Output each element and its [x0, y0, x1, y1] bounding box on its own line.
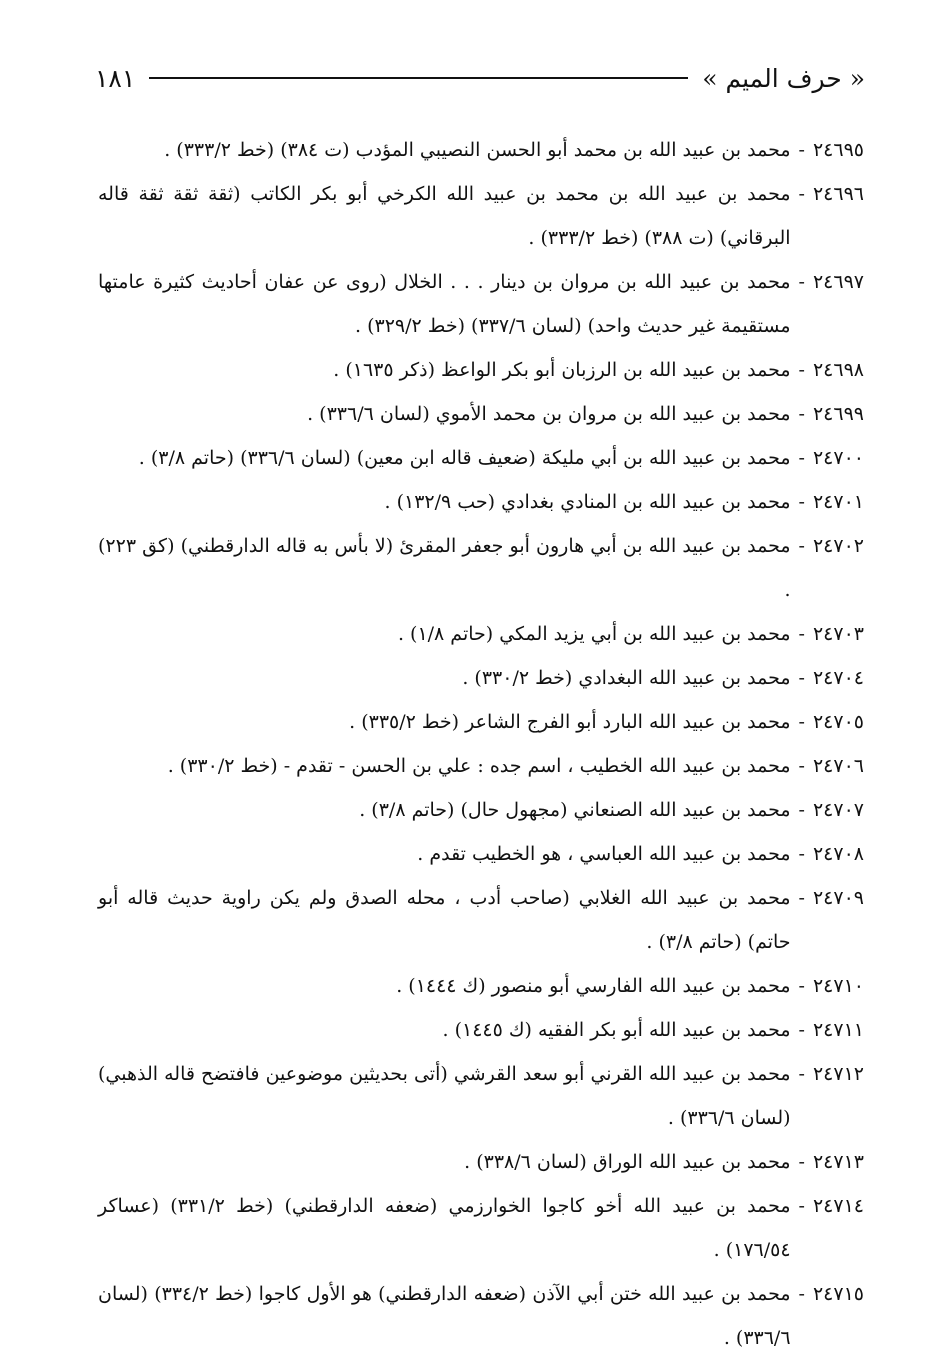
list-item [98, 1272, 864, 1360]
entry-dash: - [798, 1151, 805, 1173]
entry-text: محمد بن عبيد الله أخو كاجوا الخوارزمي (ضعفه الدارقطني) (خط ٣٣١/٢) (عساكر ١٧٦/٥٤) . [98, 1195, 791, 1261]
entry-dash: - [798, 1283, 805, 1305]
entry-dash: - [798, 667, 805, 689]
list-item [98, 524, 864, 612]
entry-dash: - [798, 535, 805, 557]
entry-dash: - [798, 491, 805, 513]
entry-dash: - [798, 755, 805, 777]
list-item [98, 964, 864, 1008]
entry-dash: - [798, 711, 805, 733]
entry-number: ٢٤٧٠٣ [812, 623, 864, 645]
running-header [95, 58, 865, 98]
entry-dash: - [798, 183, 805, 205]
chapter-title: « حرف الميم » [702, 63, 865, 93]
list-item [98, 744, 864, 788]
entry-text: محمد بن عبيد الله بن أبي مليكة (ضعيف قاله ابن معين) (لسان ٣٣٦/٦) (حاتم ٣/٨) . [138, 447, 791, 469]
entry-dash: - [798, 1019, 805, 1041]
entry-number: ٢٤٧١٤ [812, 1195, 864, 1217]
entry-number: ٢٤٦٩٧ [812, 271, 864, 293]
entry-text: محمد بن عبيد الله الوراق (لسان ٣٣٨/٦) . [464, 1151, 791, 1173]
entry-dash: - [798, 1063, 805, 1085]
list-item [98, 656, 864, 700]
entry-number: ٢٤٧٠٥ [812, 711, 864, 733]
list-item [98, 172, 864, 260]
entry-number: ٢٤٦٩٦ [812, 183, 864, 205]
entry-dash: - [798, 843, 805, 865]
entry-text: محمد بن عبيد الله البارد أبو الفرج الشاعر (خط ٣٣٥/٢) . [349, 711, 791, 733]
header-rule [149, 77, 688, 79]
entry-dash: - [798, 447, 805, 469]
entry-number: ٢٤٦٩٨ [812, 359, 864, 381]
entry-number: ٢٤٧٠١ [812, 491, 864, 513]
entry-number: ٢٤٧١١ [812, 1019, 864, 1041]
entry-number: ٢٤٧١٠ [812, 975, 864, 997]
entry-number: ٢٤٧١٢ [812, 1063, 864, 1085]
list-item [98, 348, 864, 392]
list-item [98, 1008, 864, 1052]
entry-number: ٢٤٧٠٠ [812, 447, 864, 469]
entry-number: ٢٤٧٠٩ [812, 887, 864, 909]
entry-dash: - [798, 403, 805, 425]
entry-dash: - [798, 623, 805, 645]
entry-text: محمد بن عبيد الله بن مروان بن محمد الأموي (لسان ٣٣٦/٦) . [307, 403, 791, 425]
entry-text: محمد بن عبيد الله بن أبي يزيد المكي (حاتم ١/٨) . [397, 623, 791, 645]
entry-text: محمد بن عبيد الله بن محمد بن عبيد الله الكرخي أبو بكر الكاتب (ثقة ثقة ثقة قاله البرقاني) (ت ٣٨٨) (خط ٣٣٣/٢) . [98, 183, 791, 249]
list-item [98, 392, 864, 436]
list-item [98, 480, 864, 524]
entry-text: محمد بن عبيد الله البغدادي (خط ٣٣٠/٢) . [462, 667, 791, 689]
entry-number: ٢٤٧١٥ [812, 1283, 864, 1305]
entry-text: محمد بن عبيد الله الخطيب ، اسم جده : علي بن الحسن - تقدم - (خط ٣٣٠/٢) . [167, 755, 791, 777]
page-number: ١٨١ [95, 63, 136, 93]
entry-text: محمد بن عبيد الله بن أبي هارون أبو جعفر المقرئ (لا بأس به قاله الدارقطني) (كق ٢٢٣) . [98, 535, 791, 601]
entry-text: محمد بن عبيد الله القرني أبو سعد القرشي (أتى بحديثين موضوعين فافتضح قاله الذهبي) (لسان ٣٣٦/٦) . [98, 1063, 791, 1129]
list-item [98, 1184, 864, 1272]
entry-number: ٢٤٧٠٦ [812, 755, 864, 777]
entry-number: ٢٤٦٩٥ [812, 139, 864, 161]
entry-dash: - [798, 1195, 805, 1217]
entry-text: محمد بن عبيد الله الصنعاني (مجهول حال) (حاتم ٣/٨) . [359, 799, 791, 821]
entry-text: محمد بن عبيد الله بن محمد أبو الحسن النصيبي المؤدب (ت ٣٨٤) (خط ٣٣٣/٢) . [164, 139, 791, 161]
entry-list [98, 128, 864, 1360]
entry-text: محمد بن عبيد الله الفارسي أبو منصور (ك ١٤٤٤) . [396, 975, 791, 997]
list-item [98, 436, 864, 480]
list-item [98, 832, 864, 876]
entry-text: محمد بن عبيد الله بن الرزبان أبو بكر الواعظ (ذكر ١٦٣٥) . [333, 359, 791, 381]
list-item [98, 612, 864, 656]
list-item [98, 1140, 864, 1184]
entry-dash: - [798, 271, 805, 293]
entry-text: محمد بن عبيد الله العباسي ، هو الخطيب تقدم . [417, 843, 791, 865]
list-item [98, 260, 864, 348]
entry-number: ٢٤٧٠٢ [812, 535, 864, 557]
entry-number: ٢٤٧٠٨ [812, 843, 864, 865]
list-item [98, 700, 864, 744]
entry-text: محمد بن عبيد الله أبو بكر الفقيه (ك ١٤٤٥) . [442, 1019, 791, 1041]
entry-dash: - [798, 975, 805, 997]
entry-text: محمد بن عبيد الله ختن أبي الآذن (ضعفه الدارقطني) هو الأول كاجوا (خط ٣٣٤/٢) (لسان ٣٣٦/٦) . [98, 1283, 791, 1349]
entry-text: محمد بن عبيد الله الغلابي (صاحب أدب ، محله الصدق ولم يكن راوية حديث قاله أبو حاتم) (حاتم ٣/٨) . [98, 887, 791, 953]
entry-text: محمد بن عبيد الله بن مروان بن دينار . . . الخلال (روى عن عفان أحاديث كثيرة عامتها مستقيمة غير حديث واحد) (لسان ٣٣٧/٦) (خط ٣٢٩/٢) . [98, 271, 791, 337]
list-item [98, 788, 864, 832]
entry-number: ٢٤٧٠٧ [812, 799, 864, 821]
entry-dash: - [798, 359, 805, 381]
list-item [98, 1052, 864, 1140]
entry-number: ٢٤٧١٣ [812, 1151, 864, 1173]
entry-number: ٢٤٧٠٤ [812, 667, 864, 689]
entry-dash: - [798, 799, 805, 821]
entry-dash: - [798, 887, 805, 909]
entry-text: محمد بن عبيد الله بن المنادي بغدادي (حب ١٣٢/٩) . [384, 491, 791, 513]
entry-dash: - [798, 139, 805, 161]
list-item [98, 876, 864, 964]
list-item [98, 128, 864, 172]
entry-number: ٢٤٦٩٩ [812, 403, 864, 425]
